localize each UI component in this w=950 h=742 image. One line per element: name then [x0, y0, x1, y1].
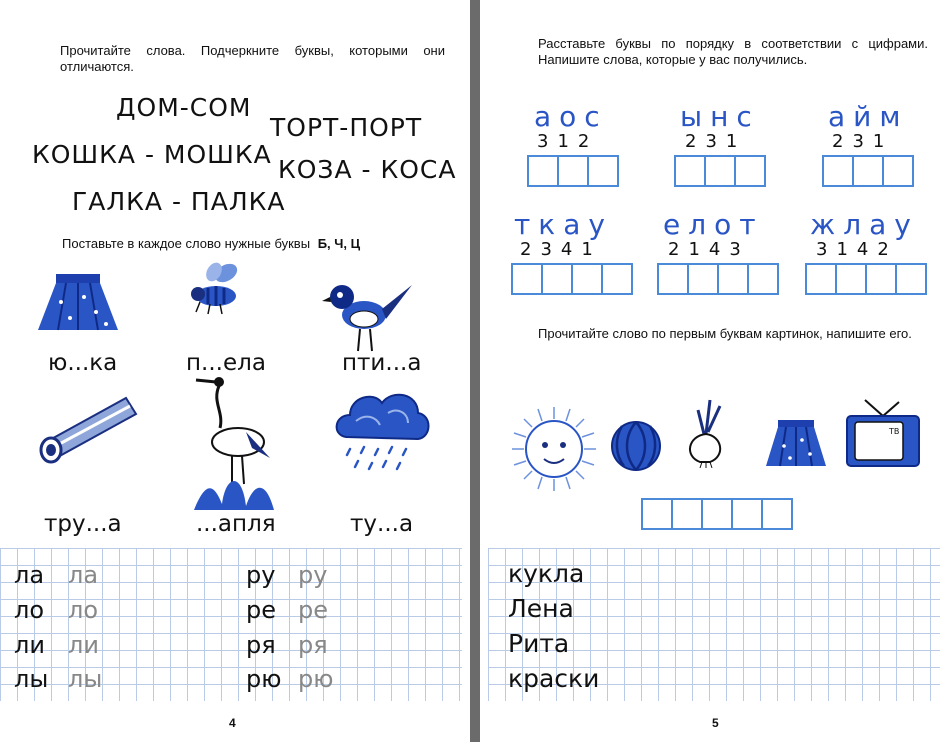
puzzle-4-digits: 2341 — [520, 239, 602, 260]
label-skirt-word: ю...ка — [48, 350, 118, 376]
skirt-icon — [36, 272, 120, 334]
tv-screen-label: ТВ — [889, 427, 900, 436]
puzzle-1-digits: 312 — [537, 131, 599, 152]
syllable-re-trace: ре — [298, 596, 328, 624]
syllable-ryu: рю — [246, 665, 282, 693]
onion-icon — [680, 398, 730, 468]
word-pair-2: ТОРТ-ПОРТ — [270, 113, 423, 142]
first-letters-answer-cells[interactable] — [643, 498, 793, 530]
syllable-re: ре — [246, 596, 276, 624]
puzzle-1-letters: аос — [534, 100, 608, 133]
puzzle-2-letters: ынс — [680, 100, 760, 133]
pipe-icon — [36, 388, 140, 464]
instruction-read-words: Прочитайте слова. Подчеркните буквы, которыми они отличаются. — [60, 43, 445, 74]
puzzle-5-letters: елот — [663, 208, 764, 241]
sun-icon — [510, 405, 598, 493]
syllable-rya-trace: ря — [298, 631, 328, 659]
syllable-ryu-trace: рю — [298, 665, 334, 693]
puzzle-3-answer-cells[interactable] — [824, 155, 914, 187]
label-bee-word: п...ела — [186, 350, 266, 376]
left-page — [0, 0, 470, 742]
syllable-ly-trace: лы — [68, 665, 103, 693]
puzzle-1-answer-cells[interactable] — [529, 155, 619, 187]
syllable-ly: лы — [14, 665, 49, 693]
copy-word-kukla: кукла — [508, 559, 585, 588]
instruction-insert-text: Поставьте в каждое слово нужные буквы — [62, 236, 311, 251]
page-number-left: 4 — [229, 716, 236, 730]
tv-icon — [843, 398, 923, 470]
puzzle-6-answer-cells[interactable] — [807, 263, 927, 295]
syllable-li-trace: ли — [68, 631, 99, 659]
copy-word-lena: Лена — [508, 594, 574, 623]
word-pair-4: КОЗА - КОСА — [278, 155, 457, 184]
puzzle-6-letters: жлау — [810, 208, 919, 241]
puzzle-4-letters: ткау — [514, 208, 613, 241]
right-page — [480, 0, 950, 742]
puzzle-5-digits: 2143 — [668, 239, 750, 260]
label-cloud-word: ту...а — [350, 511, 414, 537]
copy-word-rita: Рита — [508, 629, 570, 658]
syllable-rya: ря — [246, 631, 276, 659]
puzzle-3-digits: 231 — [832, 131, 894, 152]
word-pair-3: КОШКА - МОШКА — [32, 140, 272, 169]
label-heron-word: ...апля — [196, 511, 276, 537]
puzzle-6-digits: 3142 — [816, 239, 898, 260]
skirt-icon — [764, 418, 828, 470]
syllable-li: ли — [14, 631, 45, 659]
page-number-right: 5 — [712, 716, 719, 730]
syllable-ru-trace: ру — [298, 561, 328, 589]
instruction-arrange-letters: Расставьте буквы по порядку в соответствии с цифрами. Напишите слова, которые у вас получились. — [538, 36, 928, 67]
label-pipe-word: тру...а — [44, 511, 122, 537]
puzzle-5-answer-cells[interactable] — [659, 263, 779, 295]
label-bird-word: пти...а — [342, 350, 422, 376]
syllable-la-trace: ла — [68, 561, 99, 589]
instruction-insert-letters — [62, 236, 360, 252]
watermelon-icon — [608, 418, 664, 474]
bird-icon — [320, 275, 414, 355]
heron-icon — [186, 372, 278, 512]
syllable-lo: ло — [14, 596, 45, 624]
instruction-first-letters: Прочитайте слово по первым буквам картинок, напишите его. — [538, 326, 912, 341]
bee-icon — [186, 258, 246, 318]
syllable-la: ла — [14, 561, 45, 589]
instruction-insert-letters-bold: Б, Ч, Ц — [317, 236, 361, 251]
puzzle-2-answer-cells[interactable] — [676, 155, 766, 187]
syllable-ru: ру — [246, 561, 276, 589]
puzzle-4-answer-cells[interactable] — [513, 263, 633, 295]
word-pair-1: ДОМ-СОМ — [116, 93, 252, 122]
puzzle-3-letters: айм — [828, 100, 909, 133]
cloud-icon — [332, 385, 432, 475]
puzzle-2-digits: 231 — [685, 131, 747, 152]
word-pair-5: ГАЛКА - ПАЛКА — [72, 187, 286, 216]
copy-word-kraski: краски — [508, 664, 600, 693]
syllable-lo-trace: ло — [68, 596, 99, 624]
